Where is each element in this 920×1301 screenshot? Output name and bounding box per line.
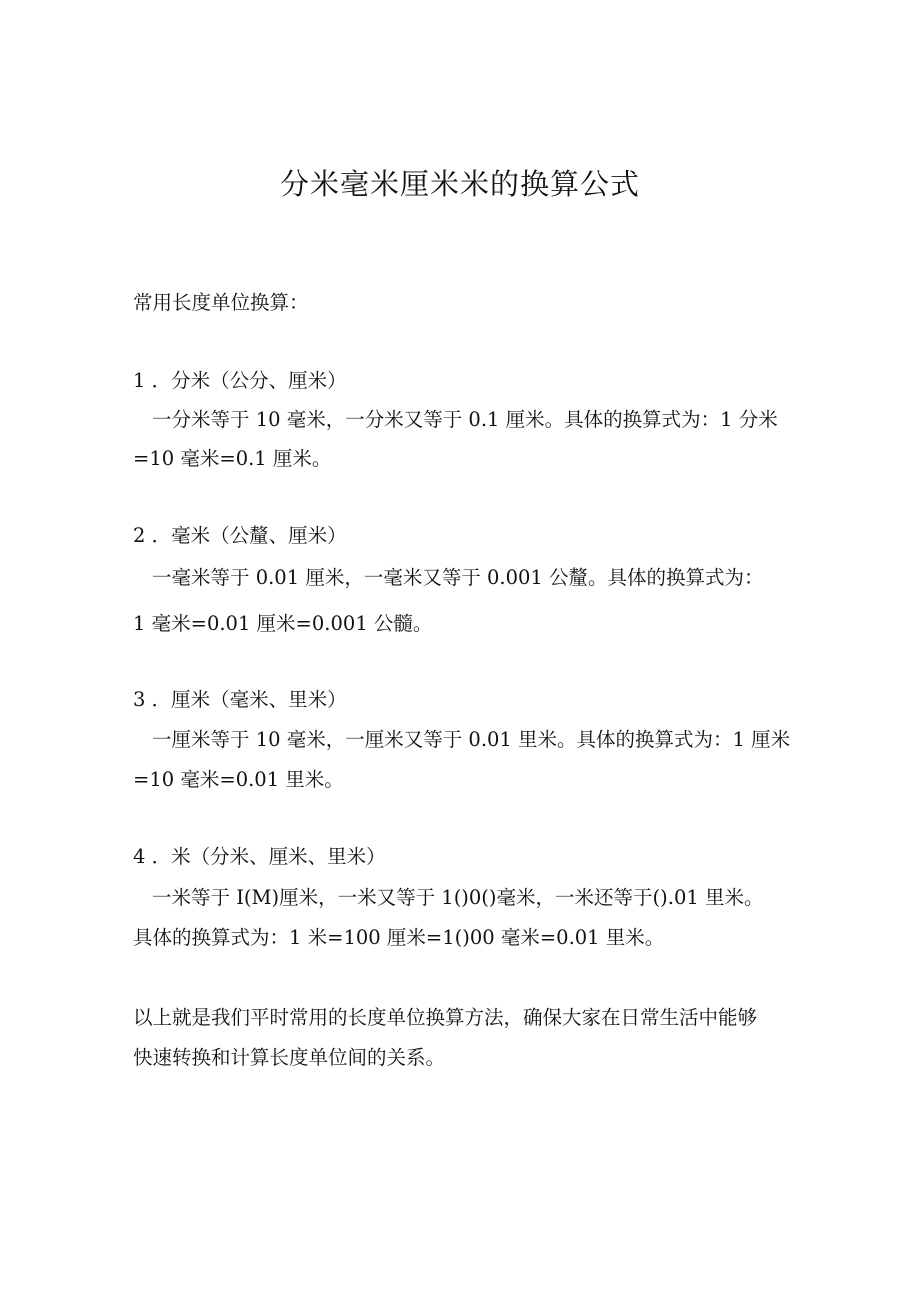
section-3-line-2: =10 毫米=0.01 里米。	[133, 768, 344, 791]
intro-text: 常用长度单位换算：	[133, 291, 309, 314]
page-title: 分米毫米厘米米的换算公式	[279, 167, 640, 201]
section-1-line-2: =10 毫米=0.1 厘米。	[133, 447, 332, 470]
conclusion-line-2: 快速转换和计算长度单位间的关系。	[133, 1046, 446, 1069]
section-2-line-1: 一毫米等于 0.01 厘米，一毫米又等于 0.001 公釐。具体的换算式为：	[152, 566, 764, 589]
section-2-heading: 2 ．毫米（公釐、厘米）	[133, 524, 347, 547]
section-4-heading: 4 ．米（分米、厘米、里米）	[133, 845, 386, 868]
section-2-line-2: 1 毫米=0.01 厘米=0.001 公髓。	[133, 612, 433, 635]
section-4-line-2: 具体的换算式为：1 米=100 厘米=1()00 毫米=0.01 里米。	[133, 926, 665, 949]
section-3-line-1: 一厘米等于 10 毫米，一厘米又等于 0.01 里米。具体的换算式为：1 厘米	[152, 728, 791, 751]
section-4-line-1: 一米等于 I(M)厘米，一米又等于 1()0()毫米，一米还等于().01 里米。	[152, 886, 764, 909]
section-3-heading: 3 ．厘米（毫米、里米）	[133, 688, 347, 711]
section-1-heading: 1 ．分米（公分、厘米）	[133, 369, 347, 392]
conclusion-line-1: 以上就是我们平时常用的长度单位换算方法，确保大家在日常生活中能够	[133, 1006, 758, 1029]
section-1-line-1: 一分米等于 10 毫米，一分米又等于 0.1 厘米。具体的换算式为：1 分米	[152, 408, 778, 431]
